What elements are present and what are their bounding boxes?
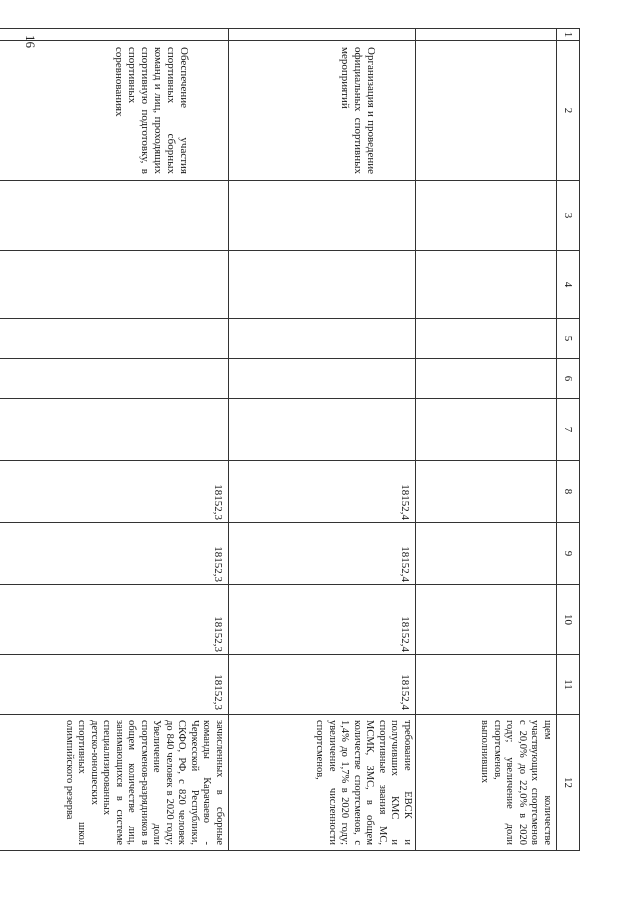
result-note: щем количестве участвующих спортсменов с 20,0% до 22,0% в 2020 году; увеличение доли спортсменов, выполнивших: [416, 715, 557, 851]
result-note: требование ЕВСК и получивших КМС и спортивные звания МС, МСМК, ЗМС, в общем количестве спортсменов, с 1,4% до 1,7% в 2020 году; увеличение численности спортсменов,: [229, 715, 416, 851]
result-note: зачисленных в сборные команды Карачаево - Черкесской Республики, СКФО, РФ, с 820 человек до 840 человек в 2020 году; Увеличение доли спортсменов-разрядников в общем количестве лиц, занимающихся в системе специализированных детско-юношеских спортивных школ олимпийского резерва: [0, 715, 229, 851]
column-number: 12: [557, 715, 580, 851]
column-number: 2: [557, 41, 580, 181]
value-cell: 18152,3: [0, 523, 229, 585]
program-table: [0, 28, 580, 851]
value-cell: 18152,4: [229, 461, 416, 523]
table-area: [45, 28, 580, 850]
row-title: Обеспечение участия спортивных сборных команд и лиц, проходящих спортивную подготовку, в спортивных соревнованиях: [0, 41, 229, 181]
value-cell: 18152,3: [0, 655, 229, 715]
column-number: 1: [557, 29, 580, 41]
column-number: 4: [557, 251, 580, 319]
column-number: 5: [557, 319, 580, 359]
value-cell: 18152,4: [229, 523, 416, 585]
column-number: 8: [557, 461, 580, 523]
value-cell: [416, 655, 557, 715]
page-number: 16: [23, 35, 38, 48]
value-cell: 18152,4: [229, 585, 416, 655]
value-cell: [416, 523, 557, 585]
value-cell: 18152,3: [0, 585, 229, 655]
column-number: 3: [557, 181, 580, 251]
row-title: [416, 41, 557, 181]
column-number: 11: [557, 655, 580, 715]
row-title: Организация и проведение официальных спортивных мероприятий: [229, 41, 416, 181]
table-row: [416, 29, 557, 851]
header-row: [557, 29, 580, 851]
column-number: 9: [557, 523, 580, 585]
value-cell: [416, 585, 557, 655]
column-number: 7: [557, 399, 580, 461]
value-cell: [416, 461, 557, 523]
table-row: [229, 29, 416, 851]
rotated-table-wrapper: [45, 28, 580, 850]
column-number: 10: [557, 585, 580, 655]
table-row: [0, 29, 229, 851]
column-number: 6: [557, 359, 580, 399]
value-cell: 18152,4: [229, 655, 416, 715]
value-cell: 18152,3: [0, 461, 229, 523]
